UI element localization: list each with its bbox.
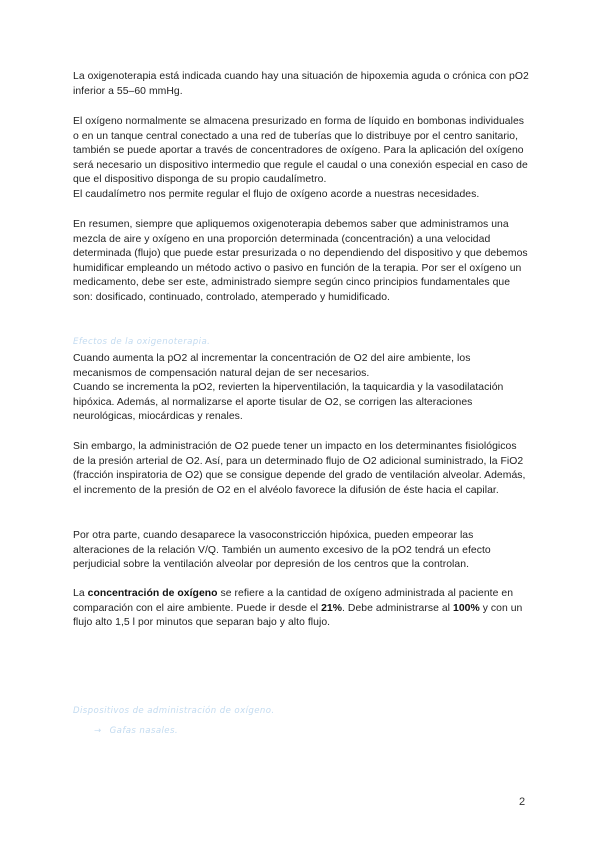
- subheading-nasal-cannula: [94, 726, 178, 736]
- paragraph-text: Cuando se incrementa la pO2, revierten la hiperventilación, la taquicardia y la vasodilatación hipóxica. Además, al normalizarse el aporte tisular de O2, se corrigen las alteraciones neurológicas, miocárdicas y renales.: [73, 382, 504, 423]
- text-run: y con un flujo alto 1,5 l por minutos que separan bajo y alto flujo.: [73, 602, 523, 629]
- paragraph-text: La oxigenoterapia está indicada cuando hay una situación de hipoxemia aguda o crónica con pO2 inferior a 55–60 mmHg.: [73, 71, 529, 97]
- arrow-right-icon: →: [94, 726, 102, 736]
- bold-term: concentración de oxígeno: [87, 588, 218, 599]
- paragraph-concentration: [73, 587, 531, 631]
- bold-value: 21%: [321, 602, 343, 614]
- subheading-label: Gafas nasales.: [109, 726, 178, 736]
- paragraph-text: Por otra parte, cuando desaparece la vasoconstricción hipóxica, pueden empeorar las alteraciones de la relación V/Q. También un aumento excesivo de la pO2 tendrá un efecto perjudicial sobre la ventilación alveolar por depresión de los centros que la controlan.: [73, 530, 491, 571]
- paragraph-storage: [73, 115, 531, 203]
- text-run: . Debe administrarse al: [342, 602, 453, 614]
- paragraph-effects: [73, 352, 531, 425]
- paragraph-physiology: [73, 440, 531, 498]
- paragraph-text: Sin embargo, la administración de O2 puede tener un impacto en los determinantes fisiológicos de la presión arterial de O2. Así, para un determinado flujo de O2 adicional suministrado, la FiO2 (fracción inspiratoria de O2) que se consigue depende del grado de ventilación alveolar. Además, el incremento de la presión de O2 en el alvéolo favorece la difusión de éste hacia el capilar.: [73, 441, 526, 496]
- paragraph-indication: [73, 70, 531, 99]
- text-run: se refiere a la cantidad de oxígeno administrada al paciente en comparación con el aire ambiente. Puede ir desde el: [73, 588, 514, 614]
- text-run: La: [73, 588, 88, 599]
- paragraph-text: [73, 587, 531, 631]
- paragraph-text: El caudalímetro nos permite regular el flujo de oxígeno acorde a nuestras necesidades.: [73, 188, 480, 200]
- section-heading-effects: Efectos de la oxigenoterapia.: [73, 337, 211, 347]
- paragraph-text: El oxígeno normalmente se almacena presurizado en forma de líquido en bombonas individuales o en un tanque central conectado a una red de tuberías que lo distribuye por el centro sanitario, también se puede aportar a través de concentradores de oxígeno. Para la aplicación del oxígeno será necesario un dispositivo intermedio que regule el caudal o una conexión especial en caso de que el dispositivo disponga de su propio caudalímetro.: [73, 116, 528, 186]
- bold-value: 100%: [452, 602, 480, 614]
- paragraph-text: Cuando aumenta la pO2 al incrementar la concentración de O2 del aire ambiente, los mecanismos de compensación natural dejan de ser necesarios.: [73, 353, 471, 379]
- page-number: 2: [519, 796, 526, 808]
- paragraph-vq: [73, 529, 531, 573]
- paragraph-text: En resumen, siempre que apliquemos oxigenoterapia debemos saber que administramos una mezcla de aire y oxígeno en una proporción determinada (concentración) a una velocidad determinada (flujo) que puede estar presurizada o no dependiendo del dispositivo y que debemos humidificar empleando un método activo o pasivo en función de la terapia. Por ser el oxígeno un medicamento, debe ser este, administrado siempre según cinco principios fundamentales que son: dosificado, continuado, controlado, atemperado y humidificado.: [73, 219, 528, 303]
- paragraph-summary: [73, 218, 531, 306]
- section-heading-devices: Dispositivos de administración de oxígeno.: [73, 706, 275, 716]
